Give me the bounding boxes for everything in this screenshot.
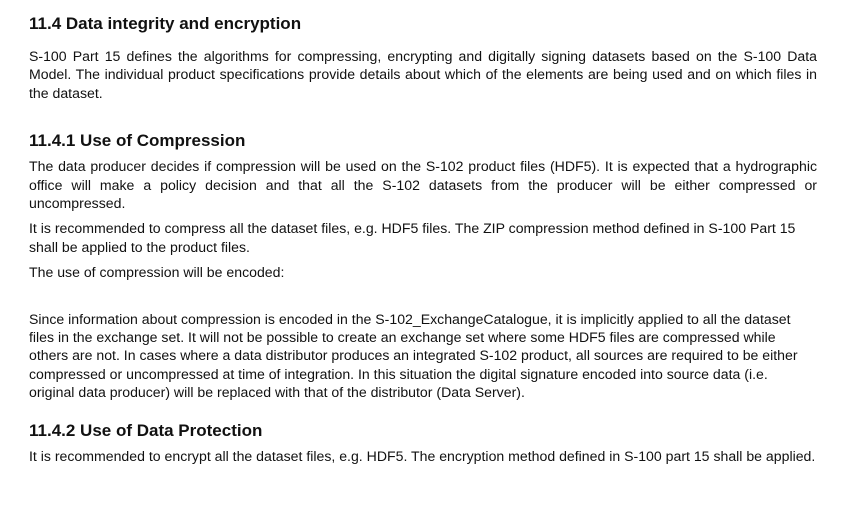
- paragraph-compression-encoded: The use of compression will be encoded:: [29, 264, 285, 281]
- paragraph-compression-producer: The data producer decides if compression will be used on the S-102 product files (HDF5). It is expected that a hydrographic office will make a policy decision and that all the S-102 datasets from the producer will be either compressed or uncompressed.: [29, 158, 817, 212]
- section-heading-11-4-2: 11.4.2 Use of Data Protection: [29, 420, 263, 440]
- paragraph-data-protection: It is recommended to encrypt all the dataset files, e.g. HDF5. The encryption method defined in S-100 part 15 shall be applied.: [29, 447, 816, 464]
- section-heading-11-4-1: 11.4.1 Use of Compression: [29, 131, 246, 151]
- spacer: [29, 402, 817, 419]
- paragraph-compression-recommendation: It is recommended to compress all the dataset files, e.g. HDF5 files. The ZIP compression method defined in S-100 Part 15 shall be applied to the product files.: [29, 220, 796, 255]
- spacer: [29, 256, 817, 263]
- spacer: [29, 212, 817, 219]
- document-page: [29, 12, 817, 465]
- paragraph-compression-exchange-catalogue: Since information about compression is encoded in the S-102_ExchangeCatalogue, it is implicitly applied to all the dataset files in the exchange set. It will not be possible to create an exchange set where some HDF5 files are compressed while others are not. In cases where a data distributor produces an integrated S-102 product, all sources are required to be either compressed or uncompressed at time of integration. In this situation the digital signature encoded into source data (i.e. original data producer) will be replaced with that of the distributor (Data Server).: [29, 310, 798, 401]
- spacer: [29, 282, 817, 310]
- section-heading-11-4: 11.4 Data integrity and encryption: [29, 14, 302, 33]
- paragraph-11-4-intro: S-100 Part 15 defines the algorithms for compressing, encrypting and digitally signing datasets based on the S-100 Data Model. The individual product specifications provide details about which of the elements are being used and on which files in the dataset.: [29, 48, 817, 101]
- spacer: [29, 102, 817, 129]
